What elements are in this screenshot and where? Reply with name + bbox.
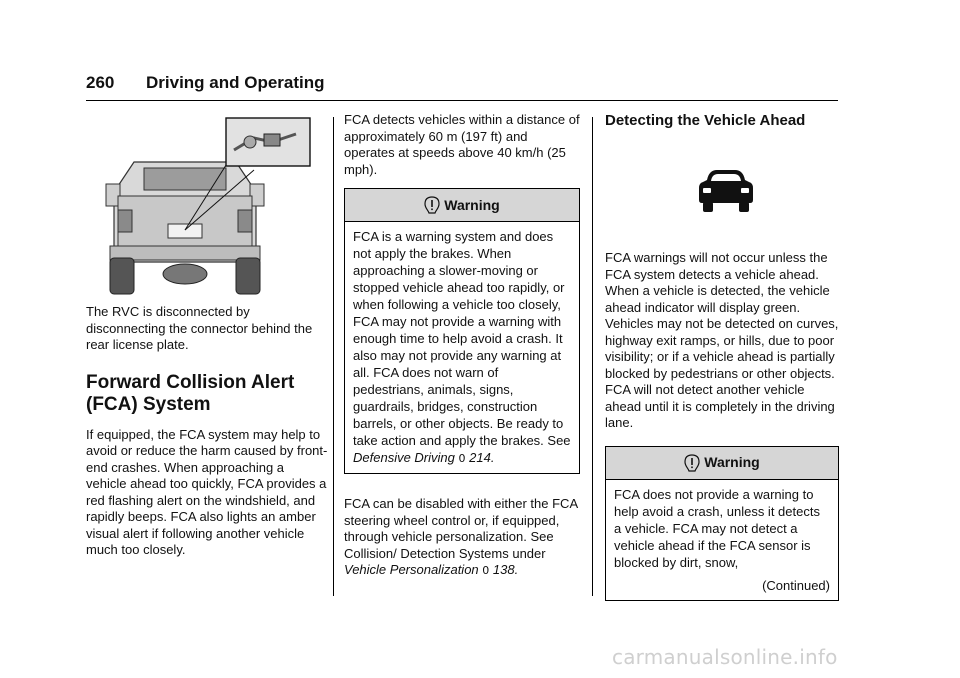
warning-box-1: [344, 188, 580, 474]
detecting-heading: Detecting the Vehicle Ahead: [605, 112, 806, 129]
warning-box-2: [605, 446, 839, 601]
warning-header-2: [606, 447, 838, 480]
warning-body-1: [345, 222, 579, 473]
fca-intro-paragraph: If equipped, the FCA system may help to avoid or reduce the harm caused by front-end crashes. When approaching a vehicle ahead too quickly, FCA provides a red flashing alert on the windshield, and rapidly beeps. FCA also lights an amber visual alert if following another vehicle much too closely.: [86, 426, 328, 557]
warning-title-1: Warning: [444, 196, 500, 213]
watermark: carmanualsonline.info: [612, 645, 838, 669]
column-divider-2: [592, 117, 593, 596]
column-divider-1: [333, 117, 334, 596]
warning-header-1: [345, 189, 579, 222]
detect-paragraph: FCA detects vehicles within a distance of approximately 60 m (197 ft) and operates at speeds above 40 km/h (25 mph).: [344, 112, 580, 177]
warning-icon-2: [684, 454, 700, 472]
warning-body-2: [606, 480, 838, 600]
page-ref-icon: 0: [458, 452, 466, 465]
vehicle-personalization-link[interactable]: Vehicle Personalization: [344, 562, 479, 577]
warning-text-1: FCA is a warning system and does not apply the brakes. When approaching a slower-moving or stopped vehicle ahead too rapidly, or when following a vehicle too closely, FCA may not provide a warning with enough time to help avoid a crash. It also may not provide any warning at all. FCA does not warn of pedestrians, animals, signs, guardrails, bridges, construction barrels, or other objects. Be ready to take action and apply the brakes. See: [353, 229, 571, 448]
warning-icon: [424, 196, 440, 214]
fca-heading: Forward Collision Alert (FCA) System: [86, 371, 295, 415]
detecting-paragraph: FCA warnings will not occur unless the FCA system detects a vehicle ahead. When a vehicle is detected, the vehicle ahead indicator will display green. Vehicles may not be detected on curves, highway exit ramps, or hills, due to poor visibility; or if a vehicle ahead is partially blocked by pedestrians or other objects. FCA will not detect another vehicle ahead until it is completely in the driving lane.: [605, 250, 839, 430]
warning-text-2: FCA does not provide a warning to help avoid a crash, unless it detects a vehicle. FCA may not detect a vehicle ahead if the FCA sensor is blocked by dirt, snow,: [614, 486, 820, 570]
defensive-driving-page: 214.: [469, 450, 495, 465]
column-2: [344, 112, 580, 580]
warning-title-2: Warning: [704, 454, 760, 471]
vehicle-personalization-page: 138.: [492, 562, 519, 577]
continued-label: (Continued): [762, 577, 830, 593]
page-header: [86, 70, 838, 101]
rvc-paragraph: The RVC is disconnected by disconnecting the connector behind the rear license plate.: [86, 304, 313, 352]
page-ref-icon-2: 0: [482, 564, 490, 577]
page-number: 260: [86, 73, 115, 92]
vehicle-ahead-icon: [697, 166, 755, 214]
truck-rear-illustration: [96, 112, 314, 300]
section-title: Driving and Operating: [146, 73, 325, 92]
disable-text: FCA can be disabled with either the FCA steering wheel control or, if equipped, through vehicle personalization. See Collision/ Detection Systems under: [344, 496, 578, 561]
disable-paragraph: [344, 496, 580, 580]
column-3: [605, 112, 839, 601]
column-1: [86, 112, 328, 559]
vehicle-ahead-icon-wrap: [605, 130, 839, 250]
defensive-driving-link[interactable]: Defensive Driving: [353, 450, 455, 465]
